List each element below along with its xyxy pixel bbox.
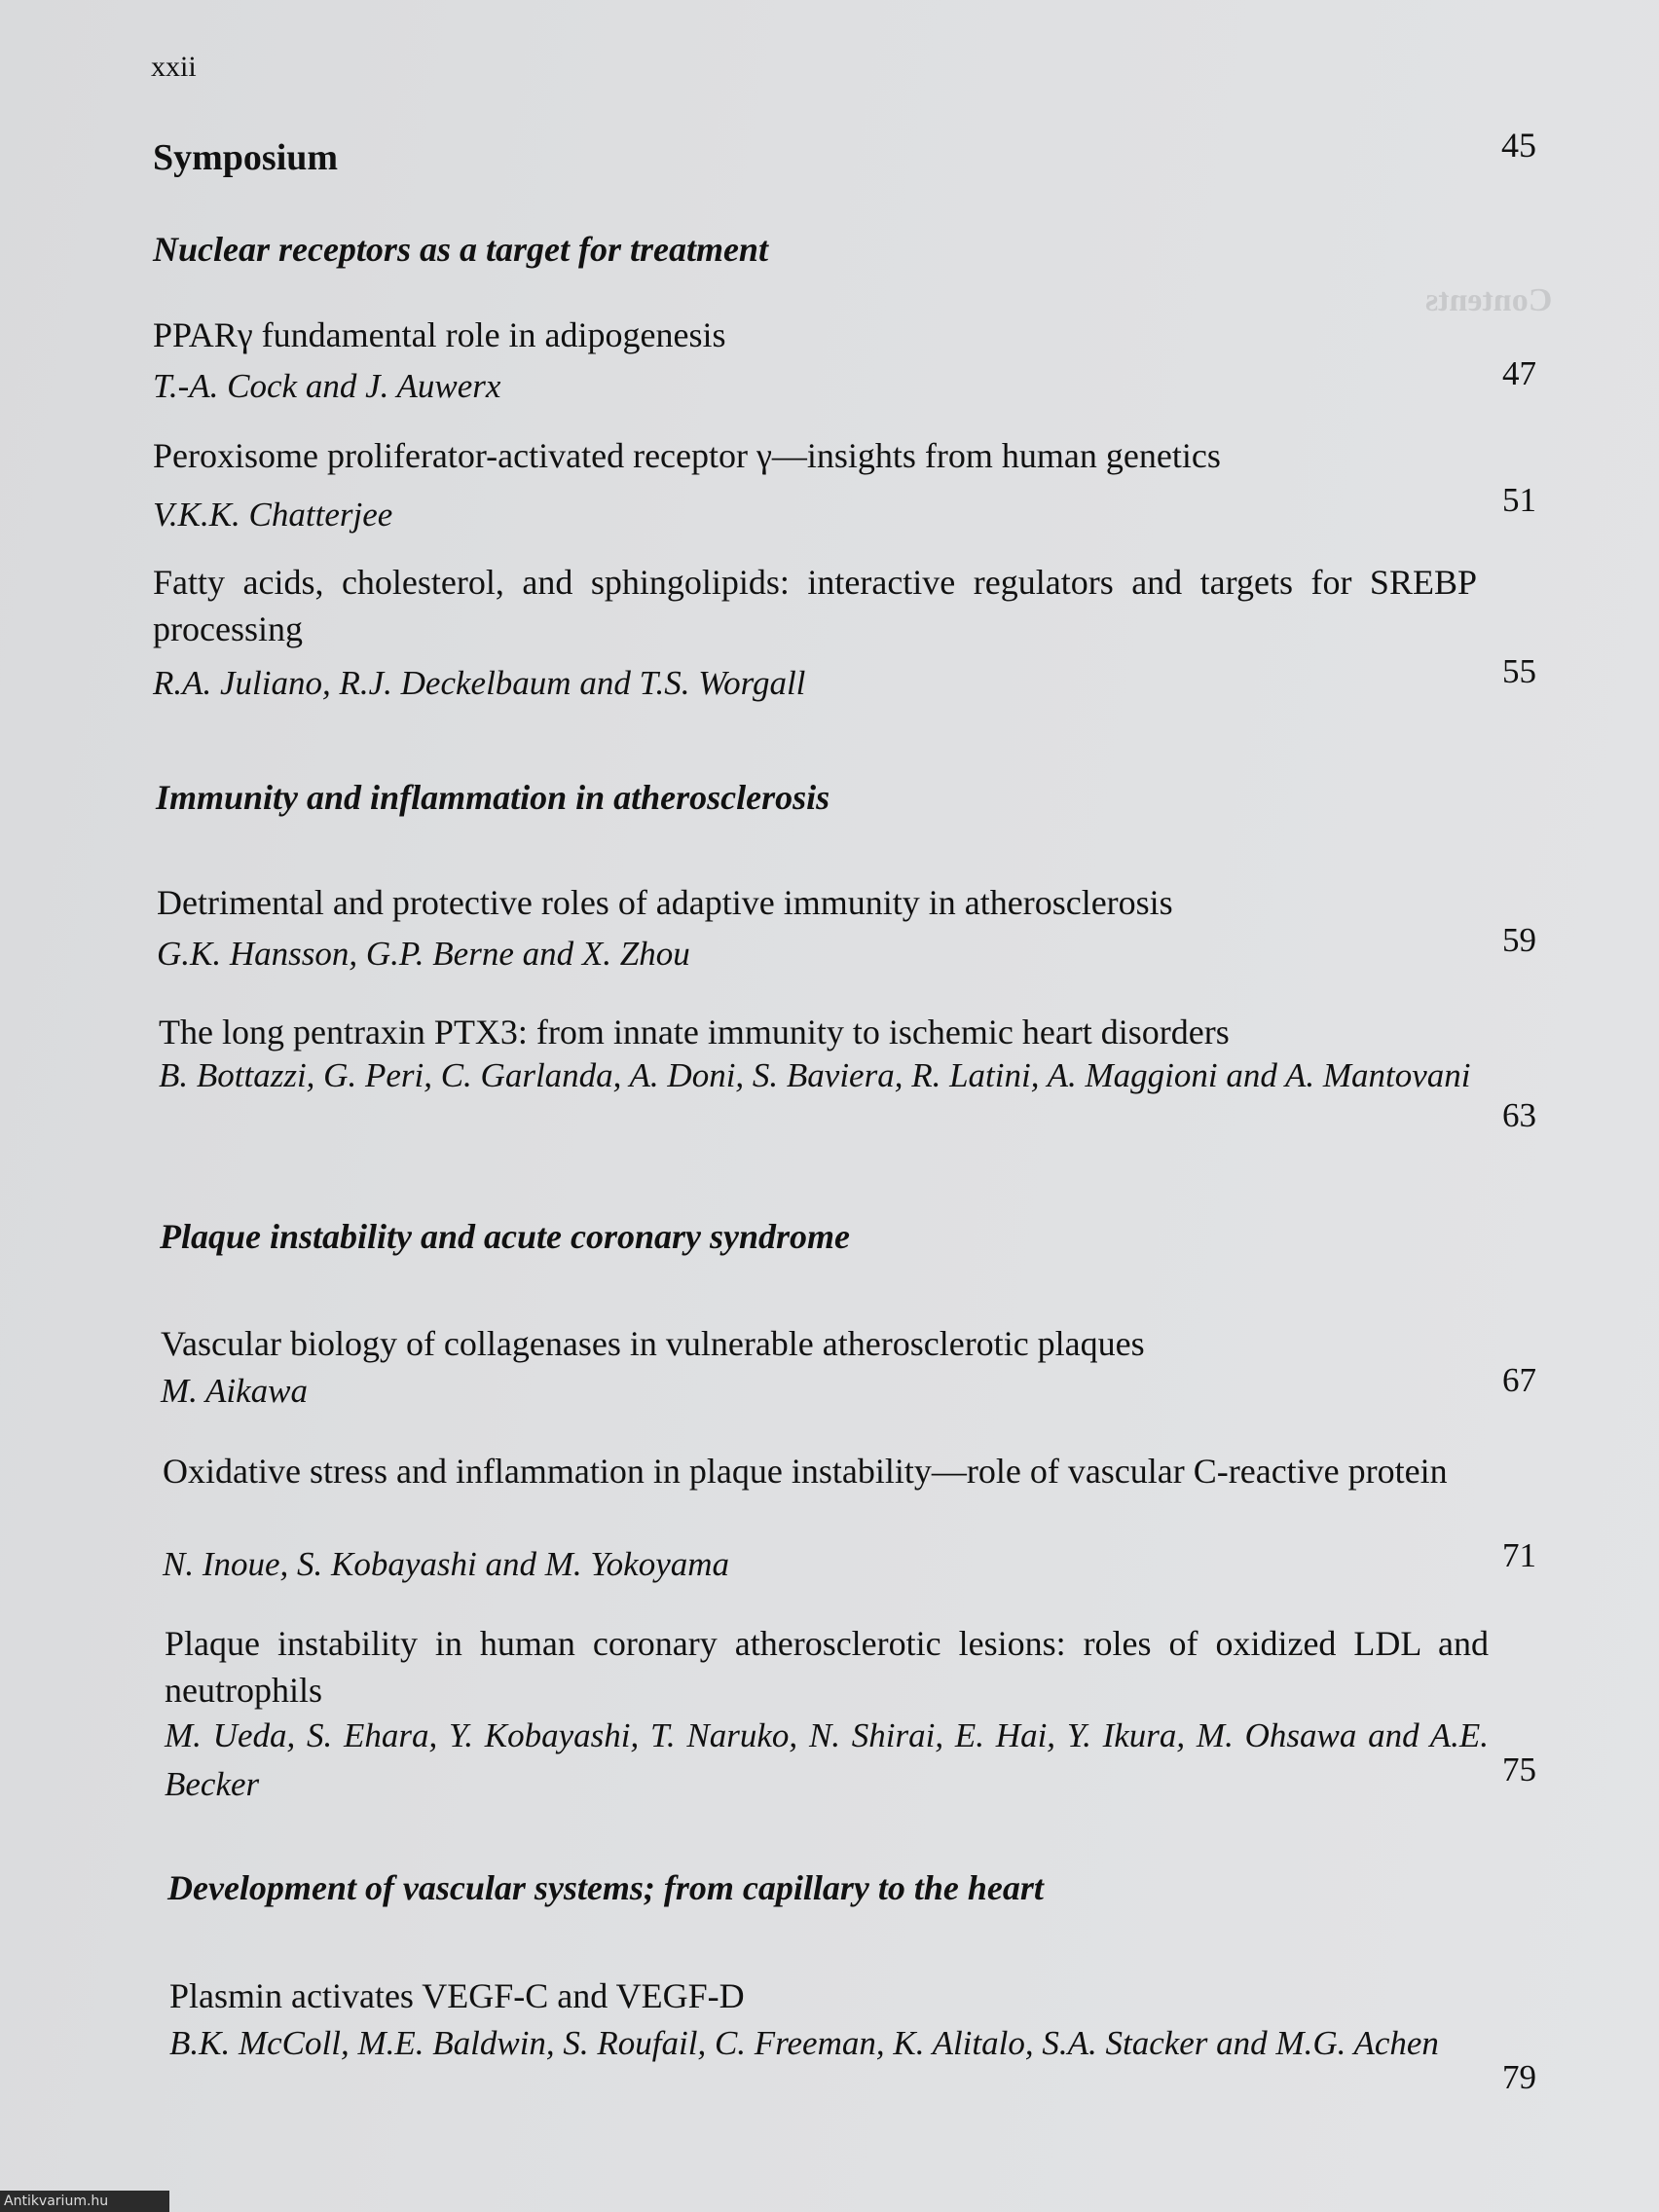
entry-page: 71 — [1502, 1536, 1536, 1574]
entry-authors: M. Aikawa — [161, 1372, 309, 1410]
entry-title: Peroxisome proliferator-activated receptor γ—insights from human genetics — [153, 436, 1221, 475]
symposium-heading: Symposium — [153, 137, 339, 178]
entry-page: 59 — [1502, 921, 1536, 959]
entry-title: PPARγ fundamental role in adipogenesis — [153, 315, 726, 354]
entry-authors: G.K. Hansson, G.P. Berne and X. Zhou — [157, 935, 690, 973]
entry-page: 47 — [1502, 354, 1536, 392]
entry-authors: V.K.K. Chatterjee — [153, 496, 393, 534]
entry-page: 63 — [1502, 1096, 1536, 1134]
entry-authors: B. Bottazzi, G. Peri, C. Garlanda, A. Doni, S. Baviera, R. Latini, A. Maggioni and A. Mantovani — [159, 1056, 1471, 1094]
symposium-page: 45 — [1501, 126, 1536, 165]
entry-page: 51 — [1502, 481, 1536, 519]
entry-authors: R.A. Juliano, R.J. Deckelbaum and T.S. Worgall — [153, 664, 806, 702]
entry-title: Detrimental and protective roles of adaptive immunity in atherosclerosis — [157, 883, 1173, 922]
entry-title: Vascular biology of collagenases in vulnerable atherosclerotic plaques — [161, 1324, 1145, 1363]
entry-title: Oxidative stress and inflammation in plaque instability—role of vascular C-reactive protein — [163, 1452, 1448, 1491]
entry-title: Plaque instability in human coronary atherosclerotic lesions: roles of oxidized LDL and neutrophils — [165, 1624, 1489, 1710]
entry-page: 75 — [1502, 1751, 1536, 1788]
section-heading: Plaque instability and acute coronary syndrome — [160, 1217, 851, 1256]
entry-authors: M. Ueda, S. Ehara, Y. Kobayashi, T. Naruko, N. Shirai, E. Hai, Y. Ikura, M. Ohsawa and A.E. Becker — [165, 1716, 1489, 1803]
entry-title: Plasmin activates VEGF-C and VEGF-D — [169, 1976, 745, 2015]
entry-authors: T.-A. Cock and J. Auwerx — [153, 367, 501, 405]
section-heading: Nuclear receptors as a target for treatment — [153, 230, 768, 269]
page-number: xxii — [151, 51, 197, 83]
entry-page: 67 — [1502, 1361, 1536, 1399]
bleed-through-text: Contents — [1424, 282, 1552, 318]
entry-title: Fatty acids, cholesterol, and sphingolipids: interactive regulators and targets for SREBP processing — [153, 563, 1477, 648]
watermark: Antikvarium.hu — [0, 2191, 169, 2212]
section-heading: Development of vascular systems; from capillary to the heart — [167, 1868, 1044, 1907]
entry-page: 55 — [1502, 652, 1536, 690]
entry-title: The long pentraxin PTX3: from innate immunity to ischemic heart disorders — [159, 1013, 1230, 1051]
entry-page: 79 — [1502, 2058, 1536, 2096]
entry-authors: N. Inoue, S. Kobayashi and M. Yokoyama — [163, 1545, 730, 1583]
section-heading: Immunity and inflammation in atherosclerosis — [156, 778, 830, 817]
entry-authors: B.K. McColl, M.E. Baldwin, S. Roufail, C. Freeman, K. Alitalo, S.A. Stacker and M.G. Achen — [169, 2024, 1439, 2062]
